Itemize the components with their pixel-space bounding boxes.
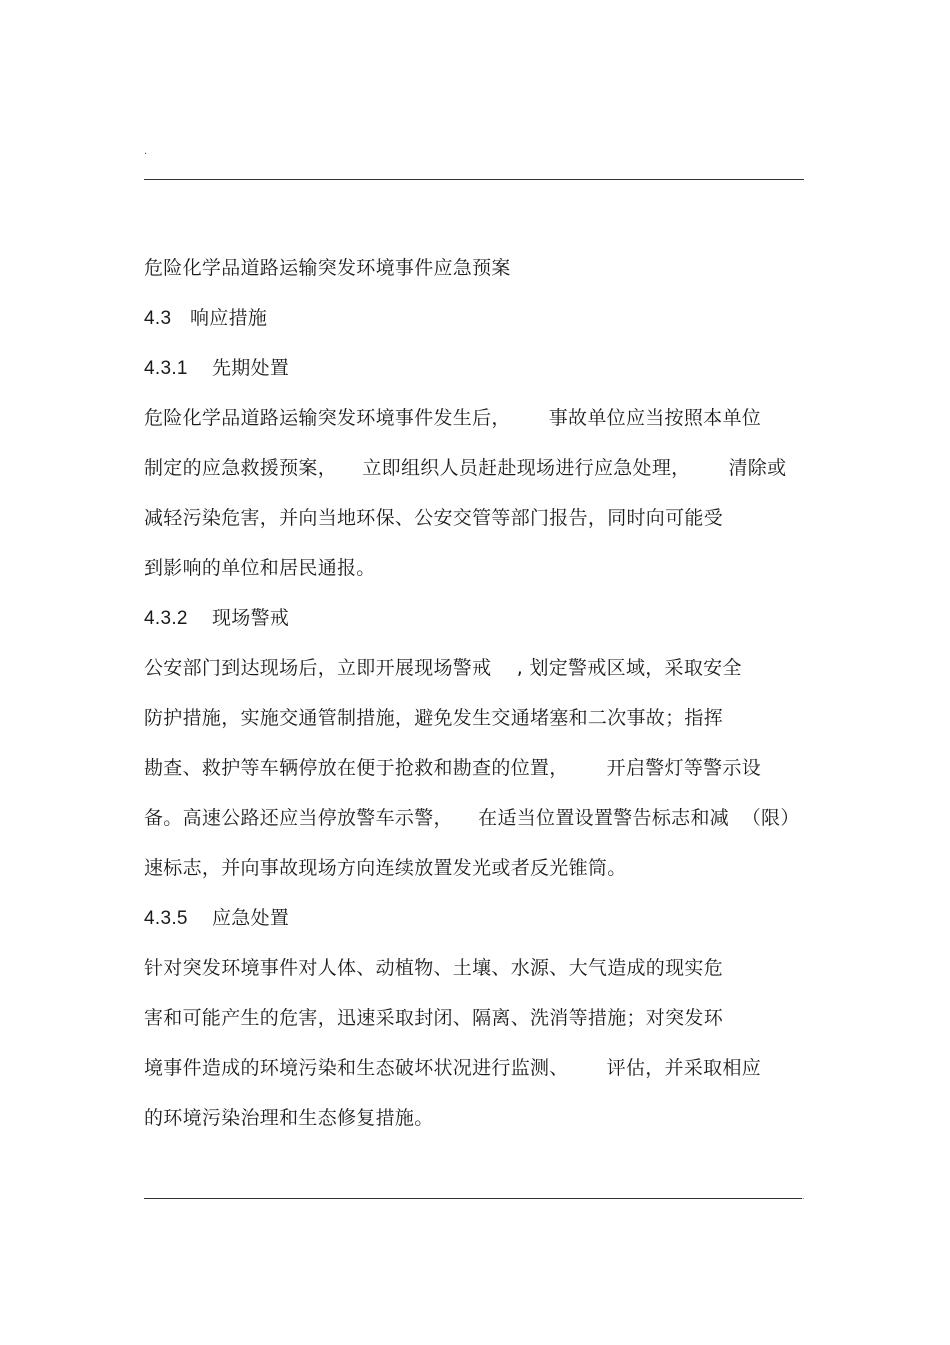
document-title: 危险化学品道路运输突发环境事件应急预案 [144, 257, 511, 279]
section-number: 4.3.1 [144, 358, 188, 379]
section-title: 应急处置 [212, 907, 290, 929]
paragraph-line: 针对突发环境事件对人体、动植物、土壤、水源、大气造成的现实危 [144, 957, 724, 979]
section-heading-4-3-1 [144, 350, 824, 400]
paragraph-line: 害和可能产生的危害，迅速采取封闭、隔离、洗消等措施；对突发环 [144, 1007, 724, 1029]
section-number: 4.3.2 [144, 608, 188, 629]
paragraph-line: 勘查、救护等车辆停放在便于抢救和勘查的位置， 开启警灯等警示设 [144, 757, 762, 779]
paragraph-line: 备。高速公路还应当停放警车示警， 在适当位置设置警告标志和减 （限） [144, 807, 800, 829]
paragraph-line: 公安部门到达现场后，立即开展现场警戒 , 划定警戒区域，采取安全 [144, 657, 742, 679]
section-title: 响应措施 [190, 307, 268, 329]
document-body [144, 250, 824, 1150]
paragraph-line: 境事件造成的环境污染和生态破坏状况进行监测、 评估，并采取相应 [144, 1057, 762, 1079]
paragraph-line: 到影响的单位和居民通报。 [144, 557, 376, 579]
paragraph-line: 的环境污染治理和生态修复措施。 [144, 1107, 434, 1129]
section-heading-4-3 [144, 300, 824, 350]
header-rule [144, 179, 804, 180]
header-mark: . [144, 146, 148, 157]
footer-rule [144, 1198, 802, 1199]
footer-mark: . [802, 1192, 805, 1201]
paragraph-line: 减轻污染危害，并向当地环保、公安交管等部门报告，同时向可能受 [144, 507, 724, 529]
paragraph-line: 制定的应急救援预案， 立即组织人员赶赴现场进行应急处理， 清除或 [144, 457, 787, 479]
paragraph-line: 防护措施，实施交通管制措施，避免发生交通堵塞和二次事故；指挥 [144, 707, 724, 729]
section-title: 先期处置 [212, 357, 290, 379]
section-number: 4.3.5 [144, 908, 188, 929]
section-heading-4-3-2 [144, 600, 824, 650]
paragraph-line: 危险化学品道路运输突发环境事件发生后， 事故单位应当按照本单位 [144, 407, 762, 429]
section-number: 4.3 [144, 308, 172, 329]
paragraph-line: 速标志，并向事故现场方向连续放置发光或者反光锥筒。 [144, 857, 627, 879]
section-title: 现场警戒 [212, 607, 290, 629]
section-heading-4-3-5 [144, 900, 824, 950]
